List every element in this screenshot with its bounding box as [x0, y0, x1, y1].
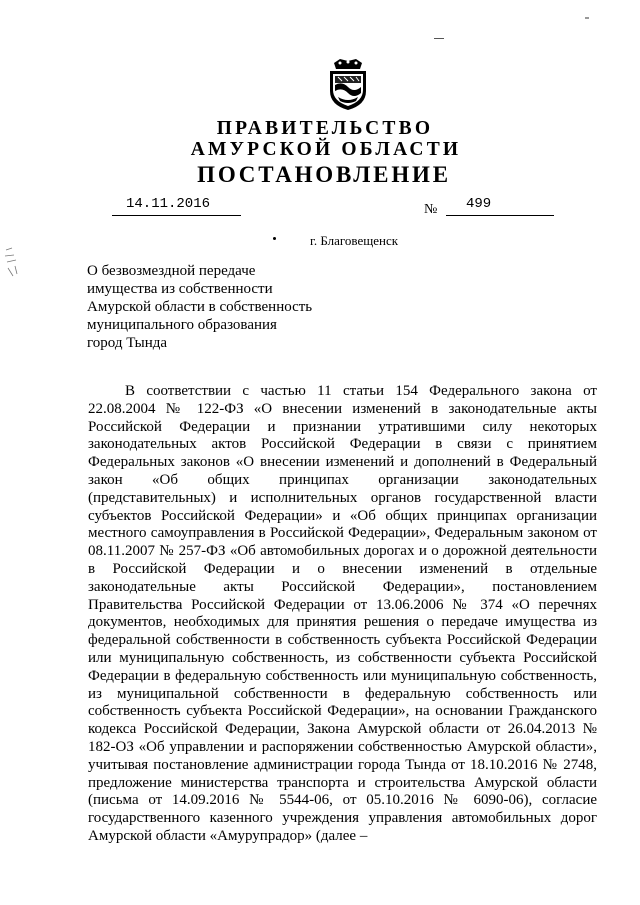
number-underline — [446, 215, 554, 216]
scan-dot — [273, 237, 276, 240]
margin-scribble — [2, 246, 22, 282]
document-number: 499 — [466, 196, 492, 212]
document-subject — [87, 262, 407, 352]
subject-line: город Тында — [87, 335, 168, 351]
scan-mark — [434, 38, 444, 39]
number-sign: № — [424, 202, 438, 217]
subject-line: О безвозмездной передаче — [87, 263, 256, 279]
body-paragraph: В соответствии с частью 11 статьи 154 Федерального закона от 22.08.2004 № 122-ФЗ «О внесении изменений в законодательные акты Российской Федерации и признании утратившими силу некоторых законодательных актов Российской Федерации в связи с принятием Федеральных законов «О внесении изменений и дополнений в Федеральный закон «Об общих принципах организации законодательных (представительных) и исполнительных органов государственной власти субъектов Российской Федерации» и «Об общих принципах организации местного самоуправления в Российской Федерации», Федеральным законом от 08.11.2007 № 257-ФЗ «Об автомобильных дорогах и о дорожной деятельности в Российской Федерации и о внесении изменений в отдельные законодательные акты Российской Федерации», постановлением Правительства Российской Федерации от 13.06.2006 № 374 «О перечнях документов, необходимых для принятия решения о передаче имущества из федеральной собственности в собственность субъекта Российской Федерации или муниципальную собственность, из собственности субъекта Российской Федерации в федеральную собственность или муниципальную собственность, из муниципальной собственности в федеральную собственность или собственность субъекта Российской Федерации», на основании Гражданского кодекса Российской Федерации, Закона Амурской области от 26.04.2013 № 182-ОЗ «Об управлении и распоряжении собственностью Амурской области», учитывая постановление администрации города Тында от 18.10.2016 № 2748, предложение министерства транспорта и строительства Амурской области (письма от 14.09.2016 № 5544-06, от 05.10.2016 № 6090-06), согласие государственного казенного учреждения управления автомобильных дорог Амурской области «Амурупрадор» (далее – — [88, 383, 597, 844]
coat-of-arms-emblem — [326, 57, 370, 111]
document-type: ПОСТАНОВЛЕНИЕ — [197, 162, 451, 187]
subject-line: Амурской области в собственность — [87, 299, 313, 315]
region-title: АМУРСКОЙ ОБЛАСТИ — [190, 139, 462, 160]
scan-mark — [585, 17, 589, 19]
subject-line: муниципального образования — [87, 317, 277, 333]
document-body — [88, 383, 597, 846]
subject-line: имущества из собственности — [87, 281, 273, 297]
document-city: г. Благовещенск — [310, 233, 399, 248]
document-date: 14.11.2016 — [126, 196, 211, 212]
government-title: ПРАВИТЕЛЬСТВО — [216, 118, 434, 139]
date-underline — [112, 215, 241, 216]
